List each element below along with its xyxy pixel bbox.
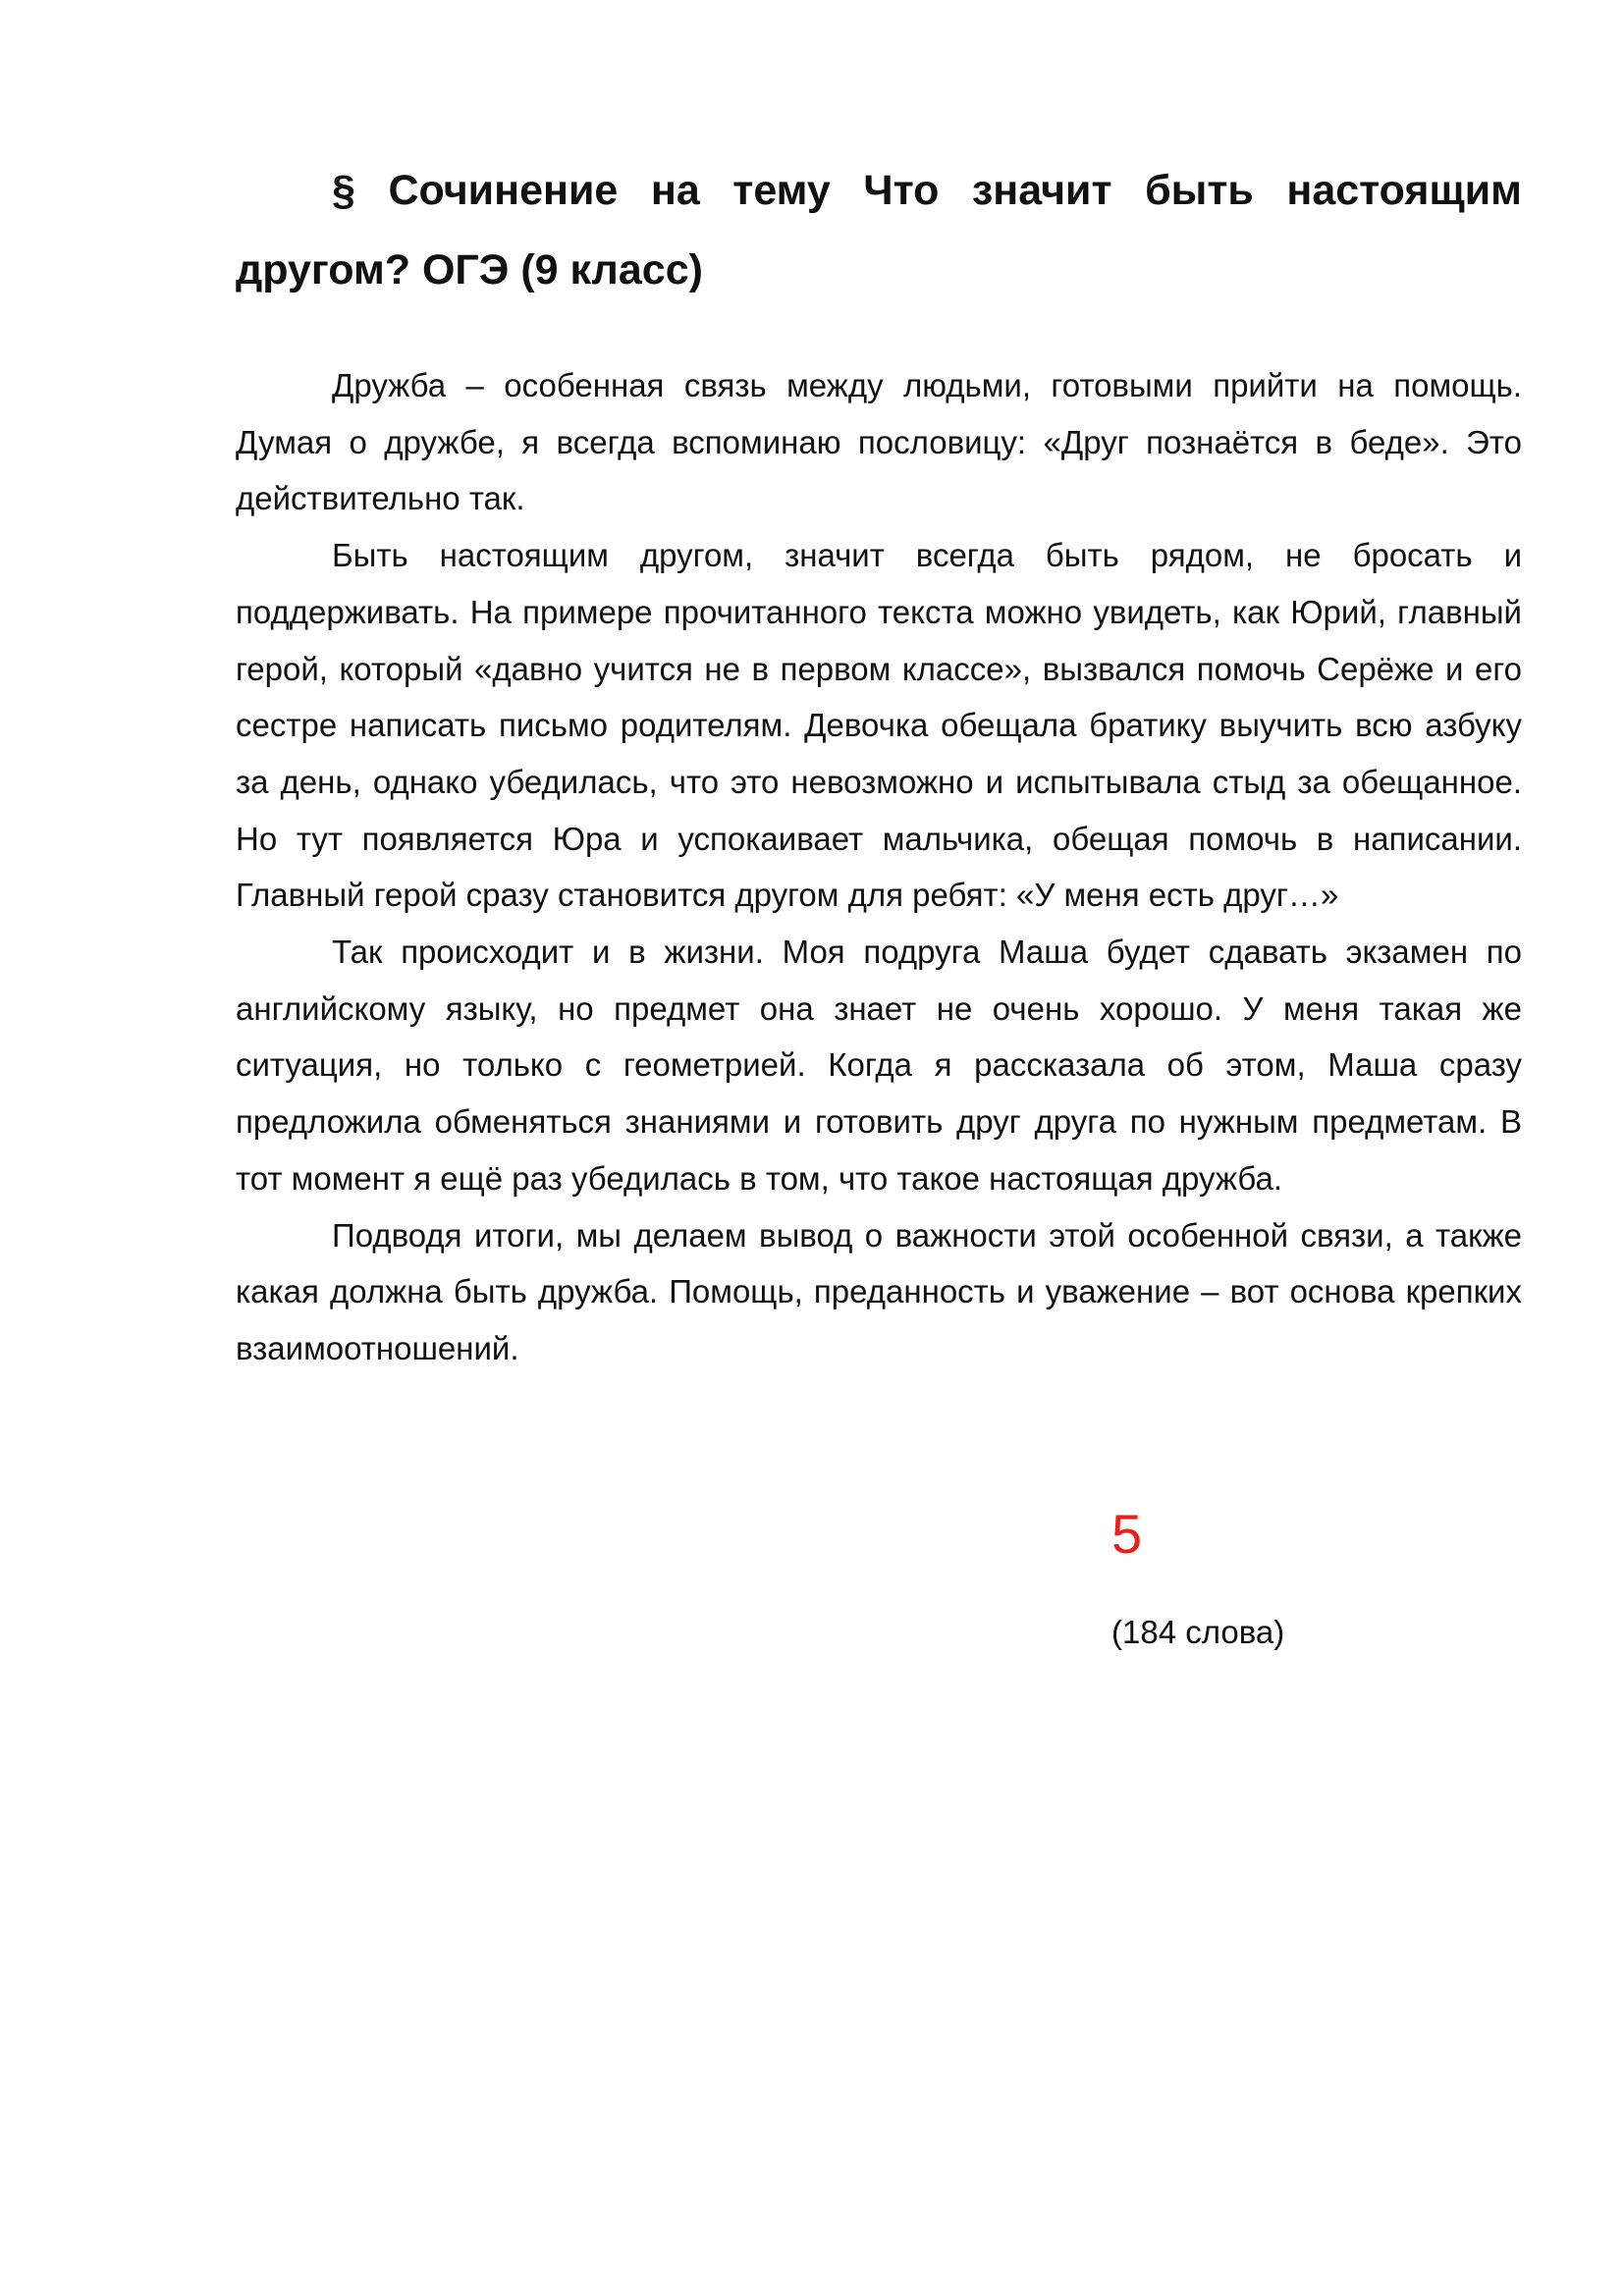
word-count: (184 слова) bbox=[1111, 1614, 1285, 1650]
paragraph-4: Подводя итоги, мы делаем вывод о важности этой особенной связи, а также какая должна быть дружба. Помощь, преданность и уважение – вот основа крепких взаимоотношений. bbox=[236, 1216, 1522, 1366]
grade-mark: 5 bbox=[1111, 1503, 1143, 1565]
essay-title: § Сочинение на тему Что значит быть настоящим другом? ОГЭ (9 класс) bbox=[236, 167, 1522, 294]
paragraph-2: Быть настоящим другом, значит всегда быть рядом, не бросать и поддерживать. На примере прочитанного текста можно увидеть, как Юрий, главный герой, который «давно учится не в первом классе», вызвался помочь Серёже и его сестре написать письмо родителям. Девочка обещала братику выучить всю азбуку за день, однако убедилась, что это невозможно и испытывала стыд за обещанное. Но тут появляется Юра и успокаивает мальчика, обещая помочь в написании. Главный герой сразу становится другом для ребят: «У меня есть друг…» bbox=[236, 537, 1522, 914]
paragraph-1: Дружба – особенная связь между людьми, готовыми прийти на помощь. Думая о дружбе, я всегда вспоминаю пословицу: «Друг познаётся в беде». Это действительно так. bbox=[236, 367, 1522, 517]
essay-body bbox=[236, 357, 1522, 1377]
paragraph-3: Так происходит и в жизни. Моя подруга Маша будет сдавать экзамен по английскому языку, но предмет она знает не очень хорошо. У меня такая же ситуация, но только с геометрией. Когда я рассказала об этом, Маша сразу предложила обменяться знаниями и готовить друг друга по нужным предметам. В тот момент я ещё раз убедилась в том, что такое настоящая дружба. bbox=[236, 934, 1522, 1197]
